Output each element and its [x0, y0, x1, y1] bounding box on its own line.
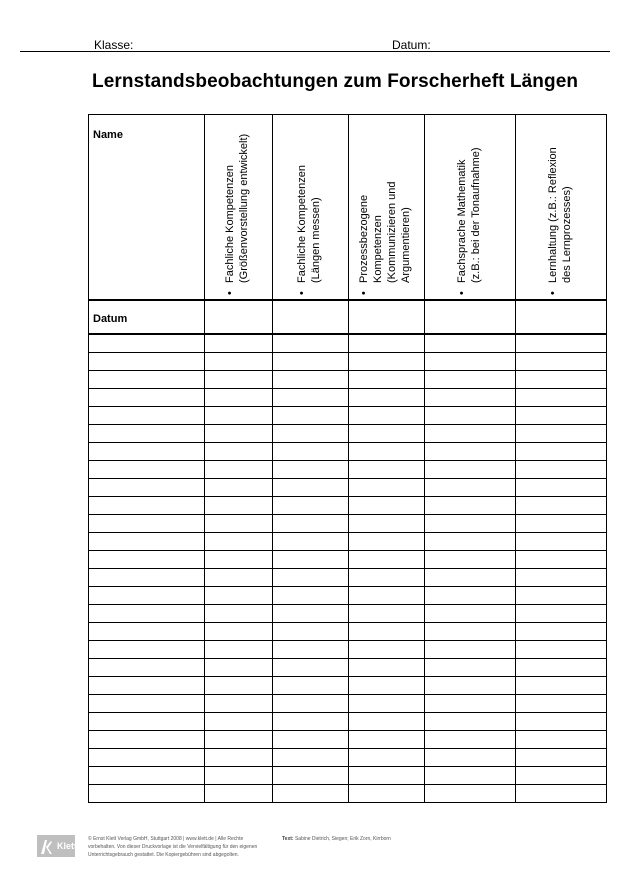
student-name-cell[interactable] — [89, 497, 205, 515]
observation-cell[interactable] — [273, 533, 349, 551]
table-row — [89, 334, 607, 353]
column-header-prozessbezogene — [349, 115, 425, 301]
observation-cell[interactable] — [205, 389, 273, 407]
observation-cell[interactable] — [516, 353, 607, 371]
datum-cell[interactable] — [425, 300, 516, 334]
table-row — [89, 389, 607, 407]
observation-cell[interactable] — [205, 641, 273, 659]
table-row — [89, 425, 607, 443]
student-name-cell[interactable] — [89, 334, 205, 353]
column-header-line: •Lernhaltung (z.B.: Reflexion — [546, 147, 559, 295]
table-row — [89, 551, 607, 569]
author-credit-label: Text: — [282, 836, 294, 842]
column-header-text — [223, 115, 251, 295]
observation-cell[interactable] — [273, 425, 349, 443]
student-name-cell[interactable] — [89, 785, 205, 803]
observation-cell[interactable] — [349, 641, 425, 659]
observation-cell[interactable] — [273, 443, 349, 461]
student-name-cell[interactable] — [89, 533, 205, 551]
column-header-fachliche-groessenvorstellung — [205, 115, 273, 301]
klett-logo-icon — [39, 837, 53, 855]
observation-cell[interactable] — [516, 605, 607, 623]
observation-cell[interactable] — [425, 767, 516, 785]
column-header-line: (Größenvorstellung entwickelt) — [238, 133, 250, 283]
student-name-cell[interactable] — [89, 425, 205, 443]
observation-cell[interactable] — [516, 461, 607, 479]
table-row — [89, 533, 607, 551]
student-name-cell[interactable] — [89, 767, 205, 785]
bullet-icon: • — [455, 291, 468, 295]
observation-cell[interactable] — [273, 767, 349, 785]
table-header-row — [89, 115, 607, 301]
table-row — [89, 569, 607, 587]
observation-cell[interactable] — [425, 605, 516, 623]
observation-cell[interactable] — [425, 695, 516, 713]
klasse-label: Klasse: — [94, 38, 134, 52]
student-name-cell[interactable] — [89, 749, 205, 767]
column-header-line: des Lernprozesses) — [560, 186, 573, 283]
column-header-line: •Fachsprache Mathematik — [455, 159, 468, 295]
observation-cell[interactable] — [516, 623, 607, 641]
datum-row — [89, 300, 607, 334]
table-row — [89, 713, 607, 731]
klett-logo-text: Klett — [57, 841, 77, 851]
observation-cell[interactable] — [273, 371, 349, 389]
copyright-notice — [88, 835, 278, 859]
observation-cell[interactable] — [425, 371, 516, 389]
observation-cell[interactable] — [349, 353, 425, 371]
observation-cell[interactable] — [349, 407, 425, 425]
observation-cell[interactable] — [516, 515, 607, 533]
observation-cell[interactable] — [516, 425, 607, 443]
observation-cell[interactable] — [205, 785, 273, 803]
observation-cell[interactable] — [273, 551, 349, 569]
observation-cell[interactable] — [516, 334, 607, 353]
observation-cell[interactable] — [273, 605, 349, 623]
bullet-icon: • — [224, 291, 236, 295]
observation-cell[interactable] — [205, 731, 273, 749]
column-header-fachsprache — [425, 115, 516, 301]
observation-cell[interactable] — [349, 659, 425, 677]
table-row — [89, 605, 607, 623]
observation-cell[interactable] — [349, 767, 425, 785]
observation-cell[interactable] — [273, 659, 349, 677]
observation-cell[interactable] — [425, 551, 516, 569]
column-header-line: (z.B.: bei der Tonaufnahme) — [469, 147, 482, 283]
table-row — [89, 641, 607, 659]
student-name-cell[interactable] — [89, 713, 205, 731]
observation-cell[interactable] — [273, 407, 349, 425]
student-name-cell[interactable] — [89, 353, 205, 371]
observation-cell[interactable] — [273, 677, 349, 695]
column-header-line: •Fachliche Kompetenzen — [224, 164, 236, 295]
bullet-icon: • — [546, 291, 559, 295]
observation-cell[interactable] — [273, 479, 349, 497]
observation-cell[interactable] — [349, 551, 425, 569]
observation-cell[interactable] — [273, 334, 349, 353]
observation-cell[interactable] — [516, 551, 607, 569]
table-row — [89, 785, 607, 803]
student-name-cell[interactable] — [89, 443, 205, 461]
observation-cell[interactable] — [349, 371, 425, 389]
observation-cell[interactable] — [516, 371, 607, 389]
column-header-line: (Längen messen) — [310, 197, 322, 283]
observation-cell[interactable] — [425, 731, 516, 749]
observation-cell[interactable] — [349, 515, 425, 533]
observation-cell[interactable] — [205, 371, 273, 389]
column-header-text — [357, 115, 413, 295]
observation-cell[interactable] — [205, 443, 273, 461]
observation-cell[interactable] — [516, 695, 607, 713]
author-credit — [282, 836, 391, 842]
observation-cell[interactable] — [425, 443, 516, 461]
observation-cell[interactable] — [516, 659, 607, 677]
observation-cell[interactable] — [273, 749, 349, 767]
datum-cell[interactable] — [349, 300, 425, 334]
observation-cell[interactable] — [205, 497, 273, 515]
observation-cell[interactable] — [273, 641, 349, 659]
column-header-lernhaltung — [516, 115, 607, 301]
observation-cell[interactable] — [425, 407, 516, 425]
table-row — [89, 587, 607, 605]
klett-logo — [37, 835, 75, 857]
observation-cell[interactable] — [349, 569, 425, 587]
datum-row-label: Datum — [89, 300, 205, 334]
student-name-cell[interactable] — [89, 551, 205, 569]
bullet-icon: • — [296, 291, 308, 295]
observation-cell[interactable] — [425, 641, 516, 659]
observation-cell[interactable] — [205, 695, 273, 713]
datum-cell[interactable] — [205, 300, 273, 334]
observation-cell[interactable] — [349, 749, 425, 767]
bullet-icon: • — [358, 291, 370, 295]
student-name-cell[interactable] — [89, 587, 205, 605]
observation-cell[interactable] — [273, 785, 349, 803]
table-row — [89, 497, 607, 515]
observation-cell[interactable] — [516, 713, 607, 731]
student-name-cell[interactable] — [89, 515, 205, 533]
observation-cell[interactable] — [349, 389, 425, 407]
observation-cell[interactable] — [205, 425, 273, 443]
observation-cell[interactable] — [273, 515, 349, 533]
column-header-fachliche-laengen-messen — [273, 115, 349, 301]
observation-cell[interactable] — [349, 425, 425, 443]
observation-cell[interactable] — [425, 677, 516, 695]
column-header-text — [295, 115, 323, 295]
student-name-cell[interactable] — [89, 677, 205, 695]
observation-cell[interactable] — [273, 569, 349, 587]
observation-cell[interactable] — [273, 497, 349, 515]
observation-cell[interactable] — [516, 389, 607, 407]
observation-cell[interactable] — [425, 659, 516, 677]
student-name-cell[interactable] — [89, 623, 205, 641]
observation-cell[interactable] — [349, 587, 425, 605]
table-row — [89, 353, 607, 371]
observation-cell[interactable] — [349, 443, 425, 461]
observation-cell[interactable] — [425, 623, 516, 641]
observation-cell[interactable] — [273, 389, 349, 407]
table-row — [89, 623, 607, 641]
observation-cell[interactable] — [349, 695, 425, 713]
column-header-line: Kompetenzen — [372, 215, 384, 283]
observation-cell[interactable] — [516, 533, 607, 551]
observation-cell[interactable] — [349, 479, 425, 497]
column-header-line: •Fachliche Kompetenzen — [296, 164, 308, 295]
observation-cell[interactable] — [516, 479, 607, 497]
observation-cell[interactable] — [205, 533, 273, 551]
observation-cell[interactable] — [425, 497, 516, 515]
column-header-line: Argumentieren) — [400, 207, 412, 283]
student-name-cell[interactable] — [89, 407, 205, 425]
observation-cell[interactable] — [516, 641, 607, 659]
observation-cell[interactable] — [516, 677, 607, 695]
observation-cell[interactable] — [349, 461, 425, 479]
observation-cell[interactable] — [273, 695, 349, 713]
copyright-line: vorbehalten. Von dieser Druckvorlage ist die Vervielfältigung für den eigenen — [88, 844, 258, 850]
student-name-cell[interactable] — [89, 569, 205, 587]
observation-cell[interactable] — [205, 353, 273, 371]
column-header-text — [455, 115, 483, 295]
student-name-cell[interactable] — [89, 659, 205, 677]
page-title: Lernstandsbeobachtungen zum Forscherheft Längen — [92, 71, 579, 92]
student-name-cell[interactable] — [89, 605, 205, 623]
student-name-cell[interactable] — [89, 389, 205, 407]
table-row — [89, 443, 607, 461]
table-row — [89, 515, 607, 533]
observation-cell[interactable] — [205, 551, 273, 569]
observation-cell[interactable] — [205, 334, 273, 353]
observation-cell[interactable] — [205, 749, 273, 767]
observation-cell[interactable] — [425, 461, 516, 479]
observation-cell[interactable] — [349, 533, 425, 551]
observation-cell[interactable] — [349, 605, 425, 623]
column-header-line: •Prozessbezogene — [358, 194, 370, 295]
table-row — [89, 695, 607, 713]
table-row — [89, 659, 607, 677]
column-header-text — [546, 115, 574, 295]
table-row — [89, 767, 607, 785]
name-header-cell — [89, 115, 205, 301]
observation-cell[interactable] — [205, 515, 273, 533]
observation-cell[interactable] — [205, 767, 273, 785]
observation-cell[interactable] — [349, 677, 425, 695]
datum-cell[interactable] — [516, 300, 607, 334]
observation-cell[interactable] — [205, 461, 273, 479]
name-header-label: Name — [93, 129, 123, 141]
observation-cell[interactable] — [425, 479, 516, 497]
observation-cell[interactable] — [425, 334, 516, 353]
observation-cell[interactable] — [516, 587, 607, 605]
observation-cell[interactable] — [425, 533, 516, 551]
observation-cell[interactable] — [516, 497, 607, 515]
observation-cell[interactable] — [273, 587, 349, 605]
copyright-line: © Ernst Klett Verlag GmbH, Stuttgart 2008 | www.klett.de | Alle Rechte — [88, 836, 244, 842]
observation-cell[interactable] — [425, 587, 516, 605]
observation-cell[interactable] — [205, 587, 273, 605]
table-row — [89, 749, 607, 767]
table-row — [89, 461, 607, 479]
observation-cell[interactable] — [349, 785, 425, 803]
student-name-cell[interactable] — [89, 731, 205, 749]
observation-cell[interactable] — [205, 677, 273, 695]
observation-cell[interactable] — [205, 569, 273, 587]
student-name-cell[interactable] — [89, 641, 205, 659]
observation-cell[interactable] — [205, 407, 273, 425]
observation-cell[interactable] — [273, 731, 349, 749]
datum-header-label: Datum: — [392, 38, 431, 52]
observation-cell[interactable] — [425, 785, 516, 803]
observation-cell[interactable] — [205, 623, 273, 641]
observation-cell[interactable] — [349, 497, 425, 515]
observation-cell[interactable] — [205, 605, 273, 623]
table-row — [89, 371, 607, 389]
observation-table — [88, 114, 607, 803]
observation-cell[interactable] — [425, 353, 516, 371]
observation-cell[interactable] — [205, 659, 273, 677]
observation-cell[interactable] — [349, 623, 425, 641]
observation-cell[interactable] — [273, 713, 349, 731]
table-row — [89, 407, 607, 425]
observation-cell[interactable] — [425, 425, 516, 443]
observation-cell[interactable] — [425, 713, 516, 731]
copyright-line: Unterrichtsgebrauch gestattet. Die Kopiergebühren sind abgegolten. — [88, 852, 239, 858]
observation-cell[interactable] — [516, 407, 607, 425]
observation-cell[interactable] — [516, 569, 607, 587]
observation-cell[interactable] — [516, 767, 607, 785]
student-name-cell[interactable] — [89, 695, 205, 713]
student-name-cell[interactable] — [89, 371, 205, 389]
column-header-line: (Kommunizieren und — [386, 181, 398, 283]
observation-cell[interactable] — [425, 515, 516, 533]
table-row — [89, 731, 607, 749]
student-name-cell[interactable] — [89, 461, 205, 479]
table-row — [89, 677, 607, 695]
observation-cell[interactable] — [516, 731, 607, 749]
observation-cell[interactable] — [205, 479, 273, 497]
observation-cell[interactable] — [349, 713, 425, 731]
datum-cell[interactable] — [273, 300, 349, 334]
table-row — [89, 479, 607, 497]
observation-cell[interactable] — [425, 749, 516, 767]
student-name-cell[interactable] — [89, 479, 205, 497]
observation-cell[interactable] — [349, 731, 425, 749]
observation-cell[interactable] — [205, 713, 273, 731]
author-names: Sabine Dietrich, Siegen; Erik Zorn, Kirrborn — [294, 836, 391, 842]
observation-cell[interactable] — [273, 461, 349, 479]
observation-cell[interactable] — [516, 785, 607, 803]
observation-cell[interactable] — [516, 749, 607, 767]
observation-cell[interactable] — [425, 569, 516, 587]
observation-cell[interactable] — [273, 623, 349, 641]
observation-cell[interactable] — [425, 389, 516, 407]
observation-cell[interactable] — [516, 443, 607, 461]
observation-cell[interactable] — [349, 334, 425, 353]
observation-cell[interactable] — [273, 353, 349, 371]
